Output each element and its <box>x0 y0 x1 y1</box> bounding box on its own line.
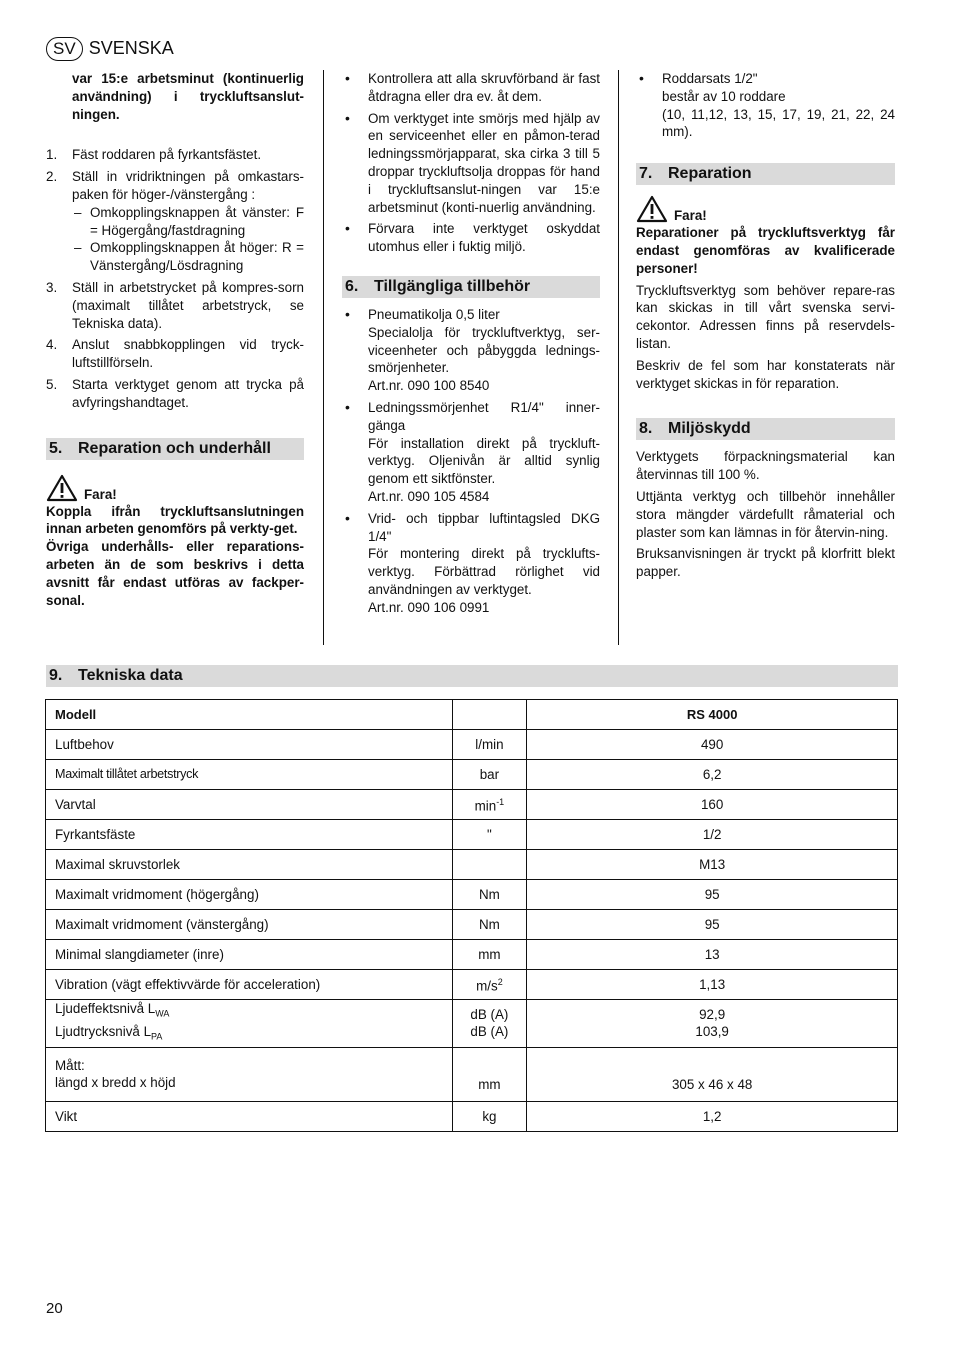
table-row: Mått: längd x bredd x höjd mm 305 x 46 x 48 <box>46 1047 898 1101</box>
list-item: 5. Starta verktyget genom att trycka på avfyringshandtaget. <box>46 376 304 410</box>
list-item: • Roddarsats 1/2" består av 10 roddare (10, 11,12, 13, 15, 17, 19, 21, 22, 24 mm). <box>639 70 895 140</box>
warning-triangle-icon <box>636 195 668 223</box>
paragraph: Beskriv de fel som har konstaterats när verktyget skickas in för reparation. <box>636 357 895 391</box>
warning-label: Fara! <box>674 208 707 224</box>
sub-list <box>72 204 304 275</box>
list-item: 4. Anslut snabbkopplingen vid tryck-luftstillförseln. <box>46 337 304 371</box>
paragraph: Tryckluftsverktyg som behöver repare-ras kan skickas in till vårt svenska servi-cekontor. Adressen finns på reservdels-listan. <box>636 282 895 351</box>
accessories-list <box>342 306 600 617</box>
column-2 <box>342 70 600 621</box>
table-row: Minimal slangdiameter (inre) mm 13 <box>46 940 898 970</box>
list-item: – Omkopplingsknappen åt höger: R = Vänstergång/Lösdragning <box>74 240 304 274</box>
table-row: Vikt kg 1,2 <box>46 1101 898 1131</box>
table-header-row: Modell RS 4000 <box>46 700 898 730</box>
column-divider <box>323 70 324 645</box>
section-title-8: 8. Miljöskydd <box>636 418 895 440</box>
warning-text: Reparationer på tryckluftsverktyg får endast genomföras av kvalificerade personer! <box>636 225 895 276</box>
section-title-9: 9. Tekniska data <box>46 665 898 687</box>
column-1 <box>46 70 304 609</box>
technical-data-table <box>45 699 898 1132</box>
paragraph: Bruksanvisningen är tryckt på klorfritt blekt papper. <box>636 546 895 580</box>
table-row: Maximal skruvstorlek M13 <box>46 850 898 880</box>
page-header <box>46 36 174 62</box>
table-row: Maximalt vridmoment (högergång) Nm 95 <box>46 880 898 910</box>
section-title-5: 5. Reparation och underhåll <box>46 438 304 460</box>
list-item: • Ledningssmörjenhet R1/4" inner-gänga För installation direkt på tryckluft-verktyg. Oljenivån är alltid synlig genom ett siktfönster. Art.nr. 090 105 4584 <box>345 398 600 504</box>
list-item: 1. Fäst roddaren på fyrkantsfästet. <box>46 147 262 163</box>
list-item: • Pneumatikolja 0,5 liter Specialolja för tryckluftverktyg, ser-viceenheter och påbyggda lednings-smörjenheter. Art.nr. 090 100 8540 <box>345 305 600 394</box>
list-item: – Omkopplingsknappen åt vänster: F = Högergång/fastdragning <box>74 204 304 238</box>
table-row: Vibration (vägt effektivvärde för acceleration) $m/s^2$ 1,13 <box>46 970 898 1000</box>
list-item: 2. Ställ in vridriktningen på omkastars-paken för höger-/vänstergång : – Omkopplingsknappen åt vänster: F = Högergång/fastdragning – Omkopplingsknappen åt höger: R = Vänstergång/Lösdragning <box>46 169 304 274</box>
maintenance-list <box>342 70 600 256</box>
warning-triangle-icon <box>46 474 78 502</box>
column-divider <box>618 70 619 645</box>
section-title-6: 6. Tillgängliga tillbehör <box>342 276 600 298</box>
section-title-7: 7. Reparation <box>636 163 895 185</box>
paragraph: Uttjänta verktyg och tillbehör innehåller stora mängder värdefullt råmaterial och plaster som kan lämnas in för återvin-ning. <box>636 488 895 540</box>
list-item: • Om verktyget inte smörjs med hjälp av en serviceenhet eller en påmon-terad ledningssmörjapparat, ska cirka 3 till 5 droppar tryckluftsolja droppas för hand i tryckluftsanslut-ningen var 15:e arbetsminut (konti-nuerlig användning. <box>345 109 600 215</box>
warning-label: Fara! <box>84 486 117 502</box>
accessories-list-cont <box>636 70 895 141</box>
column-3 <box>636 70 895 581</box>
warning-text: Övriga underhålls- eller reparations-arbeten än de som beskrivs i detta avsnitt får endast utföras av fackper-sonal. <box>46 539 304 608</box>
language-badge: SV <box>46 37 83 61</box>
list-item: • Kontrollera att alla skruvförband är fast åtdragna eller dra ev. åt dem. <box>345 70 600 104</box>
table-row: Ljudeffektsnivå $L_{WA}$ Ljudtrycksnivå $L_{PA}$ dB (A) dB (A) 92,9 103,9 <box>46 1000 898 1048</box>
page-number: 20 <box>46 1300 63 1317</box>
list-item: • Förvara inte verktyget oskyddat utomhus eller i fuktig miljö. <box>345 220 600 255</box>
table-row: Fyrkantsfäste " 1/2 <box>46 820 898 850</box>
list-item: • Vrid- och tippbar luftintagsled DKG 1/4" För montering direkt på trycklufts-verktyg. Förbättrad rörlighet vid användningen av verktyget. Art.nr. 090 106 0991 <box>345 509 600 615</box>
table-row: Varvtal $\min^{-1}$ 160 <box>46 790 898 820</box>
intro-bold-text: var 15:e arbetsminut (kontinuerlig användning) i tryckluftsanslut-ningen. <box>72 71 304 122</box>
warning-heading <box>636 195 895 223</box>
table-row: Luftbehov l/min 490 <box>46 730 898 760</box>
paragraph: Verktygets förpackningsmaterial kan återvinnas till 100 %. <box>636 449 895 483</box>
warning-heading <box>46 474 304 502</box>
table-row: Maximalt vridmoment (vänstergång) Nm 95 <box>46 910 898 940</box>
warning-text: Koppla ifrån tryckluftsanslutningen innan arbeten genomförs på verkty-get. <box>46 503 304 537</box>
table-row: Maximalt tillåtet arbetstryck bar 6,2 <box>46 760 898 790</box>
language-name: SVENSKA <box>88 38 174 59</box>
steps-list <box>46 146 304 411</box>
list-item: 3. Ställ in arbetstrycket på kompres-sorn (maximalt tillåtet arbetstryck, se Tekniska data). <box>46 279 304 331</box>
